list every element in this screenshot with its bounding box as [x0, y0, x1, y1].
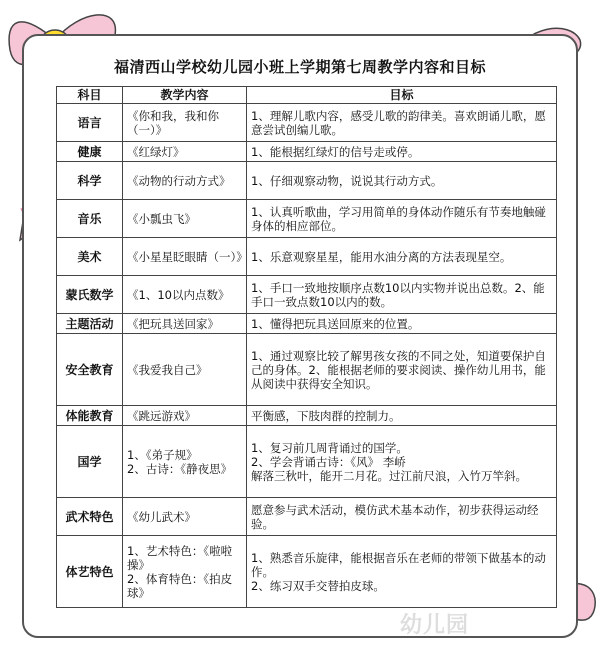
subject-cell: 武术特色 [57, 498, 123, 536]
table-row [57, 314, 557, 334]
goal-cell: 愿意参与武术活动，模仿武术基本动作，初步获得运动经验。 [247, 498, 557, 536]
goal-cell: 1、熟悉音乐旋律，能根据音乐在老师的带领下做基本的动作。 2、练习双手交替拍皮球。 [247, 536, 557, 608]
goal-cell: 1、理解儿歌内容，感受儿歌的韵律美。喜欢朗诵儿歌，愿意尝试创编儿歌。 [247, 104, 557, 142]
content-cell: 1、艺术特色：《啦啦操》 2、体育特色：《拍皮球》 [123, 536, 247, 608]
header-goal: 目标 [247, 87, 557, 104]
header-subject: 科目 [57, 87, 123, 104]
table-row [57, 536, 557, 608]
table-row [57, 498, 557, 536]
subject-cell: 音乐 [57, 200, 123, 238]
subject-cell: 国学 [57, 426, 123, 498]
goal-cell: 1、复习前几周背诵过的国学。 2、学会背诵古诗：《风》 李峤 解落三秋叶，能开二月花。过江前尺浪，入竹万竿斜。 [247, 426, 557, 498]
goal-cell: 1、懂得把玩具送回原来的位置。 [247, 314, 557, 334]
subject-cell: 体能教育 [57, 406, 123, 426]
subject-cell: 体艺特色 [57, 536, 123, 608]
table-row [57, 200, 557, 238]
table-header-row [57, 87, 557, 104]
goal-cell: 1、仔细观察动物，说说其行动方式。 [247, 162, 557, 200]
table-row [57, 238, 557, 276]
goal-cell: 1、通过观察比较了解男孩女孩的不同之处，知道要保护自己的身体。2、能根据老师的要求阅读、操作幼儿用书，能从阅读中获得安全知识。 [247, 334, 557, 406]
content-cell: 《动物的行动方式》 [123, 162, 247, 200]
subject-cell: 美术 [57, 238, 123, 276]
header-content: 教学内容 [123, 87, 247, 104]
content-cell: 《把玩具送回家》 [123, 314, 247, 334]
table-row [57, 426, 557, 498]
content-cell: 《小星星眨眼睛（一）》 [123, 238, 247, 276]
goal-cell: 1、能根据红绿灯的信号走或停。 [247, 142, 557, 162]
content-cell: 《跳远游戏》 [123, 406, 247, 426]
goal-cell: 1、手口一致地按顺序点数10以内实物并说出总数。2、能手口一致点数10以内的数。 [247, 276, 557, 314]
content-cell: 《我爱我自己》 [123, 334, 247, 406]
lesson-table [56, 86, 557, 608]
table-row [57, 276, 557, 314]
table-row [57, 162, 557, 200]
table-row [57, 406, 557, 426]
subject-cell: 主题活动 [57, 314, 123, 334]
content-cell: 《小瓢虫飞》 [123, 200, 247, 238]
content-cell: 1、《弟子规》 2、古诗：《静夜思》 [123, 426, 247, 498]
subject-cell: 语言 [57, 104, 123, 142]
page-title: 福清西山学校幼儿园小班上学期第七周教学内容和目标 [113, 58, 486, 76]
subject-cell: 安全教育 [57, 334, 123, 406]
watermark-text: 幼儿园 [400, 613, 470, 638]
subject-cell: 科学 [57, 162, 123, 200]
subject-cell: 蒙氏数学 [57, 276, 123, 314]
content-cell: 《1、10以内点数》 [123, 276, 247, 314]
content-cell: 《你和我，我和你（一）》 [123, 104, 247, 142]
subject-cell: 健康 [57, 142, 123, 162]
goal-cell: 1、乐意观察星星，能用水油分离的方法表现星空。 [247, 238, 557, 276]
content-cell: 《幼儿武术》 [123, 498, 247, 536]
table-row [57, 104, 557, 142]
goal-cell: 1、认真听歌曲，学习用简单的身体动作随乐有节奏地触碰身体的相应部位。 [247, 200, 557, 238]
goal-cell: 平衡感，下肢肉群的控制力。 [247, 406, 557, 426]
table-row [57, 142, 557, 162]
content-cell: 《红绿灯》 [123, 142, 247, 162]
table-row [57, 334, 557, 406]
